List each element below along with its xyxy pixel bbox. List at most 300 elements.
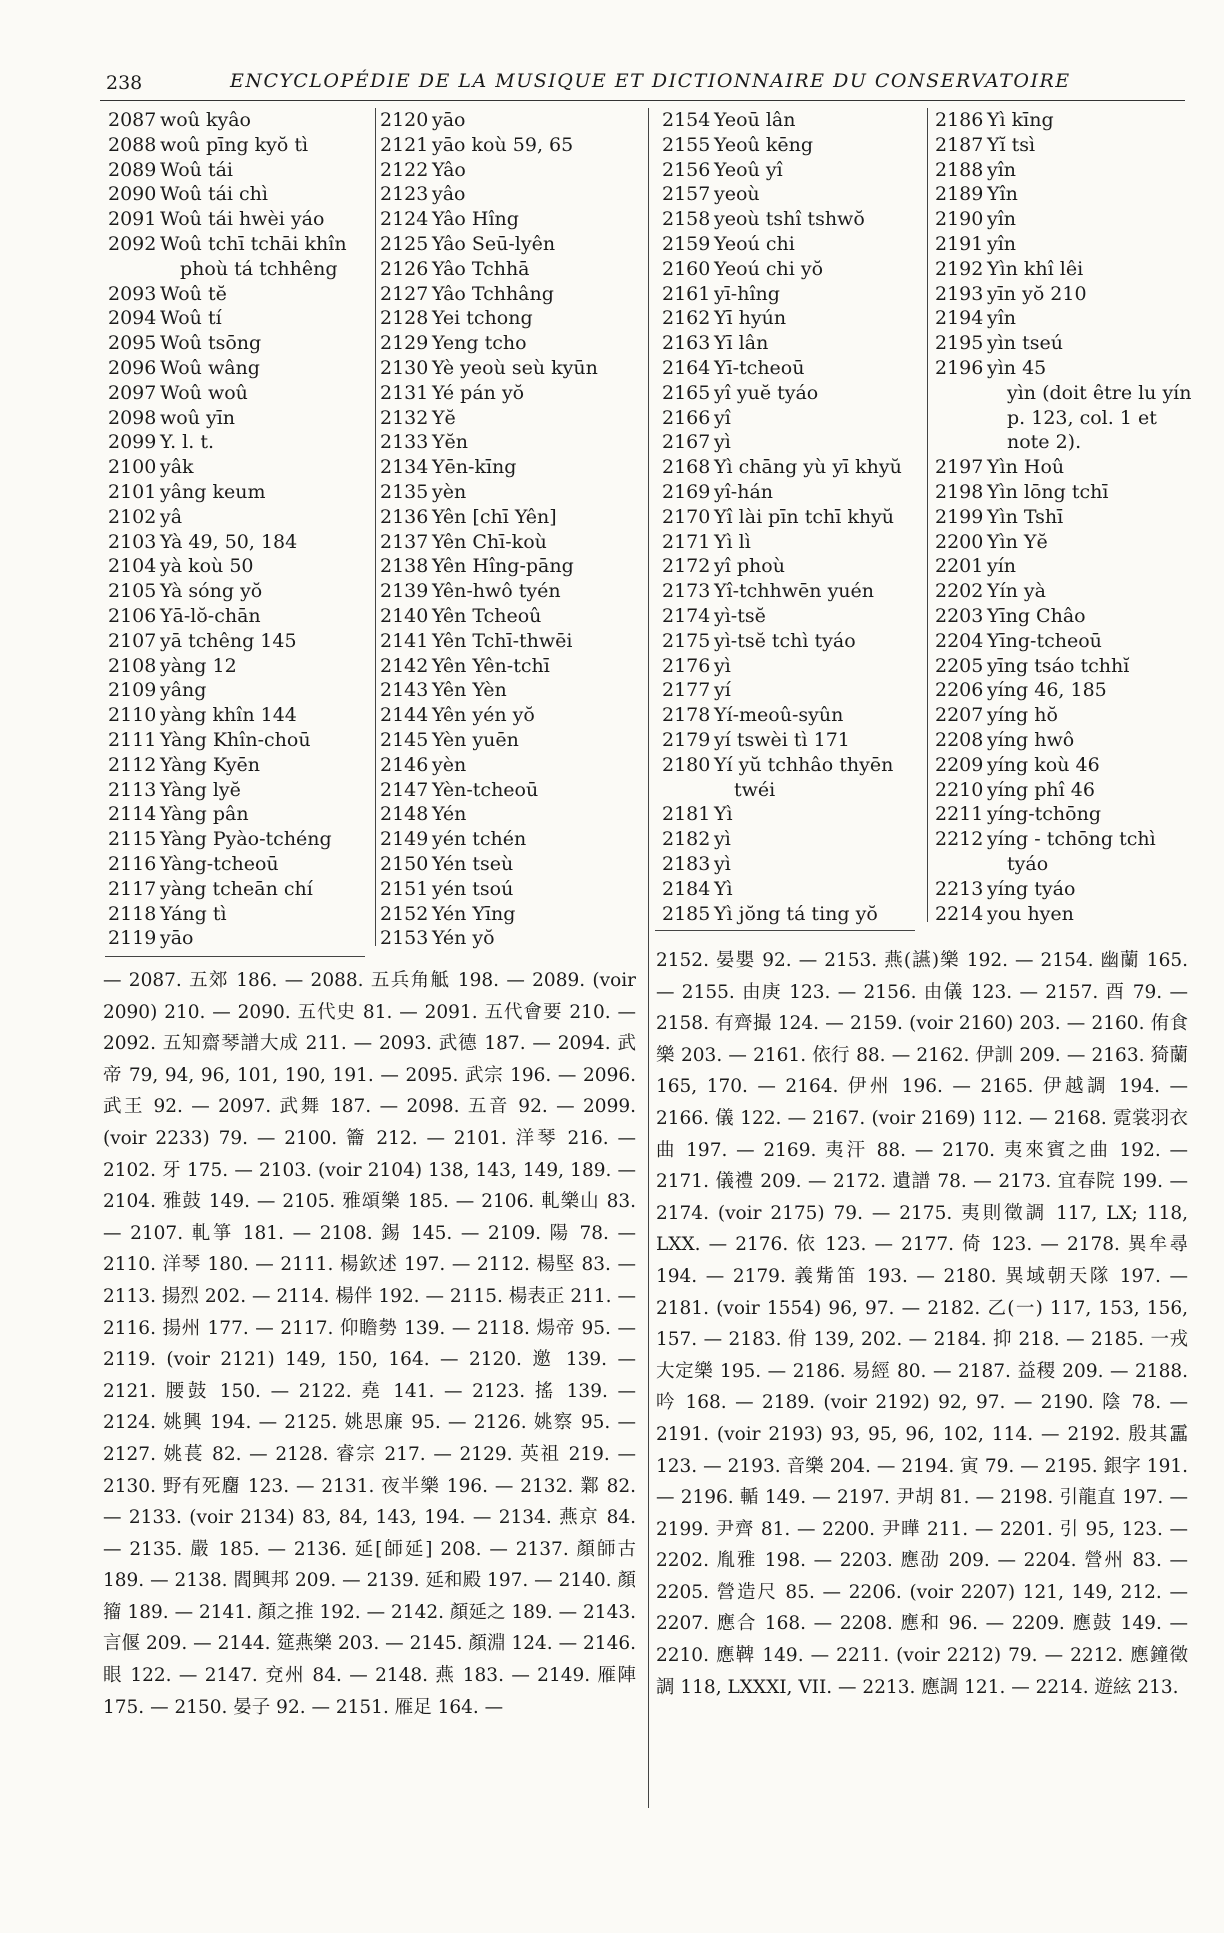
entry-romanization: note 2). xyxy=(1007,431,1082,454)
entry-number: 2107 xyxy=(108,629,157,652)
index-entry xyxy=(108,678,373,703)
index-entry xyxy=(108,852,373,877)
entry-romanization: Yà sóng yŏ xyxy=(160,580,263,603)
entry-number: 2089 xyxy=(108,158,157,181)
index-entry xyxy=(662,282,927,307)
entry-number: 2109 xyxy=(108,679,157,702)
entry-romanization: yâng keum xyxy=(160,480,266,503)
entry-romanization: yìn 45 xyxy=(987,356,1047,379)
entry-number: 2212 xyxy=(935,828,984,851)
entry-romanization: yén tsoú xyxy=(432,877,514,900)
index-entry xyxy=(108,728,373,753)
entry-romanization: yîn xyxy=(987,158,1017,181)
entry-romanization: yīng tsáo tchhĭ xyxy=(987,654,1130,677)
entry-number: 2151 xyxy=(380,877,429,900)
entry-number: 2112 xyxy=(108,753,157,776)
entry-number: 2194 xyxy=(935,307,984,330)
index-entry xyxy=(380,257,642,282)
entry-romanization: yā tchêng 145 xyxy=(160,629,297,652)
entry-romanization: woû kyâo xyxy=(160,109,251,131)
entry-romanization: yín xyxy=(987,555,1017,578)
entry-number: 2160 xyxy=(662,257,711,280)
entry-number: 2156 xyxy=(662,158,711,181)
header-rule xyxy=(100,100,1185,101)
entry-number: 2213 xyxy=(935,877,984,900)
entry-number: 2121 xyxy=(380,133,429,156)
index-column-4 xyxy=(935,108,1195,926)
index-entry xyxy=(380,530,642,555)
entry-number: 2114 xyxy=(108,803,157,826)
entry-romanization: yíng tyáo xyxy=(987,877,1076,900)
index-entry xyxy=(380,282,642,307)
entry-romanization: Yĕn xyxy=(432,431,469,454)
entry-romanization: yí tswèi tì 171 xyxy=(714,728,850,751)
index-entry xyxy=(662,530,927,555)
index-entry xyxy=(108,827,373,852)
index-entry xyxy=(380,827,642,852)
entry-romanization: Yì jŏng tá ting yŏ xyxy=(714,902,878,925)
index-entry xyxy=(662,902,927,927)
entry-romanization: yîn xyxy=(987,307,1017,330)
entry-romanization: Yīng-tcheoū xyxy=(987,629,1102,652)
entry-number: 2093 xyxy=(108,282,157,305)
entry-number: 2137 xyxy=(380,530,429,553)
entry-romanization: yì xyxy=(714,654,731,677)
index-entry xyxy=(662,480,927,505)
index-entry xyxy=(380,505,642,530)
index-entry xyxy=(380,629,642,654)
entry-number: 2129 xyxy=(380,332,429,355)
index-entry xyxy=(380,554,642,579)
entry-romanization: Yīng Châo xyxy=(987,604,1086,627)
entry-romanization: yí xyxy=(714,679,731,702)
entry-romanization: yì xyxy=(714,828,731,851)
entry-romanization: Yì chāng yù yī khyŭ xyxy=(714,456,902,479)
entry-romanization: Yâo Seū-lyên xyxy=(432,232,556,255)
entry-number: 2153 xyxy=(380,927,429,950)
entry-romanization: yâk xyxy=(160,456,194,479)
entry-number: 2127 xyxy=(380,282,429,305)
entry-romanization: Yeoû yî xyxy=(714,158,783,181)
index-entry xyxy=(935,108,1195,133)
entry-romanization: yíng koù 46 xyxy=(987,753,1100,776)
index-entry xyxy=(662,703,927,728)
index-entry xyxy=(380,802,642,827)
entry-number: 2130 xyxy=(380,356,429,379)
entry-romanization: yì xyxy=(714,431,731,454)
entry-romanization: Yeoú chi yŏ xyxy=(714,257,824,280)
entry-romanization: Yī lân xyxy=(714,332,769,355)
entry-romanization: Woû wâng xyxy=(160,356,260,379)
entry-number: 2157 xyxy=(662,183,711,206)
entry-romanization: Woû woû xyxy=(160,381,248,404)
entry-number: 2090 xyxy=(108,183,157,206)
entry-number: 2204 xyxy=(935,629,984,652)
index-entry xyxy=(108,654,373,679)
index-entry xyxy=(108,356,373,381)
index-entry xyxy=(935,629,1195,654)
entry-number: 2179 xyxy=(662,728,711,751)
index-entry xyxy=(662,182,927,207)
entry-number: 2139 xyxy=(380,580,429,603)
entry-romanization: Yĕ xyxy=(432,406,456,429)
index-entry xyxy=(108,926,373,951)
index-entry xyxy=(108,406,373,431)
entry-romanization: Yìn lōng tchī xyxy=(987,480,1109,503)
entry-number: 2172 xyxy=(662,555,711,578)
entry-romanization: Yên-hwô tyén xyxy=(432,580,561,603)
entry-number: 2159 xyxy=(662,232,711,255)
entry-number: 2150 xyxy=(380,852,429,875)
entry-romanization: woû pīng kyŏ tì xyxy=(160,133,309,156)
entry-romanization: yî xyxy=(714,406,731,429)
entry-number: 2091 xyxy=(108,208,157,231)
notes-right xyxy=(656,945,1188,1703)
index-entry xyxy=(662,207,927,232)
index-entry xyxy=(108,604,373,629)
entry-romanization: Yên Yèn xyxy=(432,679,507,702)
entry-romanization: Yén yŏ xyxy=(432,927,495,950)
entry-number: 2108 xyxy=(108,654,157,677)
index-entry xyxy=(108,554,373,579)
index-entry xyxy=(935,207,1195,232)
entry-number: 2117 xyxy=(108,877,157,900)
index-entry xyxy=(935,678,1195,703)
index-entry xyxy=(935,182,1195,207)
index-entry xyxy=(380,753,642,778)
entry-number: 2131 xyxy=(380,381,429,404)
index-entry xyxy=(662,331,927,356)
entry-number: 2149 xyxy=(380,828,429,851)
index-entry xyxy=(380,207,642,232)
index-entry xyxy=(935,530,1195,555)
entry-number: 2134 xyxy=(380,456,429,479)
index-entry xyxy=(108,579,373,604)
entry-number: 2185 xyxy=(662,902,711,925)
index-entry xyxy=(935,827,1195,852)
entry-number: 2171 xyxy=(662,530,711,553)
entry-romanization: yîn xyxy=(987,208,1017,231)
column-divider xyxy=(375,108,376,946)
index-entry xyxy=(108,430,373,455)
entry-romanization: Yàng-tcheoū xyxy=(160,852,279,875)
entry-romanization: Woû tí xyxy=(160,307,222,330)
entry-number: 2147 xyxy=(380,778,429,801)
entry-romanization: Woû tchī tchāi khîn xyxy=(160,232,347,255)
entry-number: 2124 xyxy=(380,208,429,231)
index-entry xyxy=(662,133,927,158)
index-entry xyxy=(108,232,373,257)
entry-number: 2200 xyxy=(935,530,984,553)
entry-number: 2146 xyxy=(380,753,429,776)
entry-romanization: Woû tái hwèi yáo xyxy=(160,208,325,231)
index-entry xyxy=(662,430,927,455)
entry-number: 2088 xyxy=(108,133,157,156)
index-entry xyxy=(108,207,373,232)
entry-romanization: yî-hán xyxy=(714,480,774,503)
entry-number: 2104 xyxy=(108,555,157,578)
entry-number: 2202 xyxy=(935,580,984,603)
column-divider xyxy=(648,108,649,1808)
index-entry xyxy=(108,753,373,778)
entry-romanization: yī-hîng xyxy=(714,282,780,305)
entry-romanization: yâng xyxy=(160,679,207,702)
entry-romanization: p. 123, col. 1 et xyxy=(1007,406,1157,429)
index-entry xyxy=(380,654,642,679)
entry-number: 2158 xyxy=(662,208,711,231)
entry-romanization: Yé pán yŏ xyxy=(432,381,525,404)
entry-number: 2198 xyxy=(935,480,984,503)
entry-romanization: Yàng Pyào-tchéng xyxy=(160,828,332,851)
entry-number: 2167 xyxy=(662,431,711,454)
entry-number: 2143 xyxy=(380,679,429,702)
index-entry xyxy=(662,827,927,852)
index-entry xyxy=(380,430,642,455)
entry-romanization: yàng khîn 144 xyxy=(160,704,297,727)
entry-romanization: Yén xyxy=(432,803,467,826)
entry-number: 2188 xyxy=(935,158,984,181)
entry-romanization: Woû tsōng xyxy=(160,332,262,355)
entry-romanization: Yèn-tcheoū xyxy=(432,778,539,801)
index-entry xyxy=(108,306,373,331)
entry-number: 2106 xyxy=(108,604,157,627)
entry-number: 2126 xyxy=(380,257,429,280)
entry-number: 2163 xyxy=(662,332,711,355)
entry-number: 2115 xyxy=(108,828,157,851)
entry-number: 2096 xyxy=(108,356,157,379)
index-entry xyxy=(380,133,642,158)
index-entry xyxy=(935,802,1195,827)
entry-romanization: you hyen xyxy=(987,902,1074,925)
index-entry xyxy=(380,356,642,381)
notes-left xyxy=(103,965,636,1723)
entry-number: 2116 xyxy=(108,852,157,875)
entry-romanization: yíng hwô xyxy=(987,728,1075,751)
entry-number: 2176 xyxy=(662,654,711,677)
entry-number: 2119 xyxy=(108,927,157,950)
entry-romanization: Yîn xyxy=(987,183,1018,206)
index-entry xyxy=(108,381,373,406)
entry-number: 2203 xyxy=(935,604,984,627)
entry-number: 2102 xyxy=(108,505,157,528)
entry-number: 2095 xyxy=(108,332,157,355)
entry-number: 2138 xyxy=(380,555,429,578)
entry-number: 2175 xyxy=(662,629,711,652)
index-entry xyxy=(380,902,642,927)
index-entry xyxy=(662,852,927,877)
entry-number: 2174 xyxy=(662,604,711,627)
index-entry xyxy=(108,778,373,803)
index-entry xyxy=(380,778,642,803)
entry-number: 2161 xyxy=(662,282,711,305)
entry-romanization: Woû tái xyxy=(160,158,233,181)
entry-romanization: Yên Yên-tchī xyxy=(432,654,550,677)
entry-number: 2209 xyxy=(935,753,984,776)
entry-romanization: Yên Tchī-thwēi xyxy=(432,629,573,652)
entry-number: 2205 xyxy=(935,654,984,677)
entry-romanization: yì-tsĕ xyxy=(714,604,766,627)
entry-romanization: yàng 12 xyxy=(160,654,237,677)
entry-number: 2190 xyxy=(935,208,984,231)
index-entry xyxy=(108,629,373,654)
entry-romanization: Yên Hîng-pāng xyxy=(432,555,574,578)
index-entry xyxy=(380,877,642,902)
entry-romanization: tyáo xyxy=(1007,852,1049,875)
entry-romanization: Yìn Hoû xyxy=(987,456,1065,479)
entry-number: 2166 xyxy=(662,406,711,429)
entry-romanization: Yeoû kēng xyxy=(714,133,814,156)
index-entry xyxy=(662,257,927,282)
index-entry xyxy=(935,753,1195,778)
entry-romanization: Yên Tcheoû xyxy=(432,604,542,627)
entry-number: 2145 xyxy=(380,728,429,751)
notes-rule xyxy=(655,930,915,931)
entry-romanization: yāo xyxy=(160,927,194,950)
entry-number: 2173 xyxy=(662,580,711,603)
entry-romanization: yèn xyxy=(432,753,467,776)
index-entry xyxy=(380,455,642,480)
index-entry xyxy=(108,505,373,530)
index-entry xyxy=(108,480,373,505)
index-entry xyxy=(380,852,642,877)
entry-number: 2186 xyxy=(935,109,984,131)
index-column-3 xyxy=(662,108,927,926)
index-entry xyxy=(935,158,1195,183)
index-entry xyxy=(662,158,927,183)
entry-romanization: Yà 49, 50, 184 xyxy=(160,530,298,553)
index-entry xyxy=(108,802,373,827)
entry-number: 2135 xyxy=(380,480,429,503)
index-entry xyxy=(108,282,373,307)
entry-romanization: Yì xyxy=(714,877,733,900)
entry-number: 2118 xyxy=(108,902,157,925)
index-entry xyxy=(108,331,373,356)
index-entry xyxy=(935,306,1195,331)
entry-romanization: Yén Yīng xyxy=(432,902,516,925)
index-entry xyxy=(108,158,373,183)
entry-number: 2169 xyxy=(662,480,711,503)
entry-romanization: Yī-tcheoū xyxy=(714,356,805,379)
index-entry xyxy=(935,282,1195,307)
entry-romanization: yeoù xyxy=(714,183,760,206)
index-entry xyxy=(662,306,927,331)
entry-romanization: yāo koù 59, 65 xyxy=(432,133,574,156)
entry-number: 2180 xyxy=(662,753,711,776)
index-entry xyxy=(935,728,1195,753)
entry-number: 2184 xyxy=(662,877,711,900)
index-entry xyxy=(380,926,642,951)
entry-number: 2195 xyxy=(935,332,984,355)
entry-romanization: Yên Chī-koù xyxy=(432,530,547,553)
entry-romanization: yíng - tchōng tchì xyxy=(987,828,1156,851)
running-title: ENCYCLOPÉDIE DE LA MUSIQUE ET DICTIONNAIRE DU CONSERVATOIRE xyxy=(230,70,1071,92)
index-entry xyxy=(662,728,927,753)
entry-romanization: Yâo xyxy=(432,158,466,181)
entry-number: 2152 xyxy=(380,902,429,925)
index-entry xyxy=(662,753,927,778)
entry-number: 2201 xyxy=(935,555,984,578)
entry-romanization: yâ xyxy=(160,505,183,528)
entry-romanization: Woû tái chì xyxy=(160,183,268,206)
entry-number: 2128 xyxy=(380,307,429,330)
entry-number: 2132 xyxy=(380,406,429,429)
entry-number: 2191 xyxy=(935,232,984,255)
entry-number: 2110 xyxy=(108,704,157,727)
entry-number: 2105 xyxy=(108,580,157,603)
entry-number: 2193 xyxy=(935,282,984,305)
entry-number: 2199 xyxy=(935,505,984,528)
index-entry xyxy=(935,554,1195,579)
entry-romanization: Woû tĕ xyxy=(160,282,227,305)
entry-number: 2136 xyxy=(380,505,429,528)
entry-romanization: Yìn Yĕ xyxy=(987,530,1048,553)
entry-number: 2168 xyxy=(662,456,711,479)
entry-romanization: Yî lài pīn tchī khyŭ xyxy=(714,505,895,528)
entry-romanization: Yáng tì xyxy=(160,902,227,925)
entry-romanization: Yèn yuēn xyxy=(432,728,519,751)
index-entry xyxy=(935,455,1195,480)
index-entry xyxy=(108,703,373,728)
index-entry xyxy=(662,108,927,133)
index-column-2 xyxy=(380,108,642,951)
index-entry xyxy=(935,654,1195,679)
index-entry xyxy=(380,678,642,703)
entry-number: 2123 xyxy=(380,183,429,206)
entry-romanization: Yĭ tsì xyxy=(987,133,1036,156)
entry-number: 2097 xyxy=(108,381,157,404)
index-entry-continuation xyxy=(662,778,927,803)
index-entry xyxy=(935,232,1195,257)
index-entry-continuation xyxy=(935,852,1195,877)
entry-romanization: Yè yeoù seù kyūn xyxy=(432,356,598,379)
entry-romanization: woû yīn xyxy=(160,406,236,429)
entry-number: 2111 xyxy=(108,728,157,751)
index-entry xyxy=(662,678,927,703)
entry-number: 2120 xyxy=(380,109,429,131)
entry-romanization: Yî-tchhwēn yuén xyxy=(714,580,875,603)
notes-right-text: 2152. 晏嬰 92. — 2153. 燕(讌)樂 192. — 2154. 幽蘭 165. — 2155. 由庚 123. — 2156. 由儀 123. — 2157. 酉 79. — 2158. 有齊撮 124. — 2159. (voir 2160) 203. — 2160. 侑食樂 203. — 2161. 依行 88. — 2162. 伊訓 209. — 2163. 猗蘭 165, 170. — 2164. 伊州 196. — 2165. 伊越調 194. — 2166. 儀 122. — 2167. (voir 2169) 112. — 2168. 霓裳羽衣曲 197. — 2169. 夷汗 88. — 2170. 夷來賓之曲 192. — 2171. 儀禮 209. — 2172. 遺譜 78. — 2173. 宜春院 199. — 2174. (voir 2175) 79. — 2175. 夷則徵調 117, LX; 118, LXX. — 2176. 依 123. — 2177. 倚 123. — 2178. 異牟尋 194. — 2179. 義觜笛 193. — 2180. 異域朝天隊 197. — 2181. (voir 1554) 96, 97. — 2182. 乙(一) 117, 153, 156, 157. — 2183. 佾 139, 202. — 2184. 抑 218. — 2185. 一戎大定樂 195. — 2186. 易經 80. — 2187. 益稷 209. — 2188. 吟 168. — 2189. (voir 2192) 92, 97. — 2190. 陰 78. — 2191. (voir 2193) 93, 95, 96, 102, 114. — 2192. 殷其靁 123. — 2193. 音樂 204. — 2194. 寅 79. — 2195. 銀字 191. — 2196. 輴 149. — 2197. 尹胡 81. — 2198. 引龍直 197. — 2199. 尹齊 81. — 2200. 尹曄 211. — 2201. 引 95, 123. — 2202. 胤雅 198. — 2203. 應劭 209. — 2204. 營州 83. — 2205. 營造尺 85. — 2206. (voir 2207) 121, 149, 212. — 2207. 應合 168. — 2208. 應和 96. — 2209. 應鼓 149. — 2210. 應鞞 149. — 2211. (voir 2212) 79. — 2212. 應鐘徵調 118, LXXXI, VII. — 2213. 應調 121. — 2214. 遊絃 213. xyxy=(656,950,1188,1698)
entry-romanization: Yei tchong xyxy=(432,307,533,330)
index-entry xyxy=(935,331,1195,356)
entry-romanization: yîn xyxy=(987,232,1017,255)
index-entry xyxy=(380,108,642,133)
entry-number: 2100 xyxy=(108,456,157,479)
entry-romanization: yìn tseú xyxy=(987,332,1063,355)
entry-romanization: yèn xyxy=(432,480,467,503)
entry-romanization: Yên [chī Yên] xyxy=(432,505,557,528)
entry-number: 2189 xyxy=(935,183,984,206)
index-entry xyxy=(662,604,927,629)
entry-number: 2098 xyxy=(108,406,157,429)
index-entry xyxy=(935,257,1195,282)
entry-romanization: Yeoū lân xyxy=(714,109,796,131)
entry-number: 2211 xyxy=(935,803,984,826)
index-entry xyxy=(108,455,373,480)
index-entry xyxy=(380,331,642,356)
index-entry xyxy=(662,654,927,679)
index-entry-continuation xyxy=(935,406,1195,431)
entry-number: 2182 xyxy=(662,828,711,851)
notes-rule xyxy=(105,956,365,957)
entry-romanization: yì xyxy=(714,852,731,875)
index-entry xyxy=(662,579,927,604)
entry-number: 2092 xyxy=(108,232,157,255)
entry-number: 2177 xyxy=(662,679,711,702)
entry-number: 2192 xyxy=(935,257,984,280)
entry-romanization: yî phoù xyxy=(714,555,785,578)
entry-romanization: yàng tcheān chí xyxy=(160,877,313,900)
entry-number: 2155 xyxy=(662,133,711,156)
